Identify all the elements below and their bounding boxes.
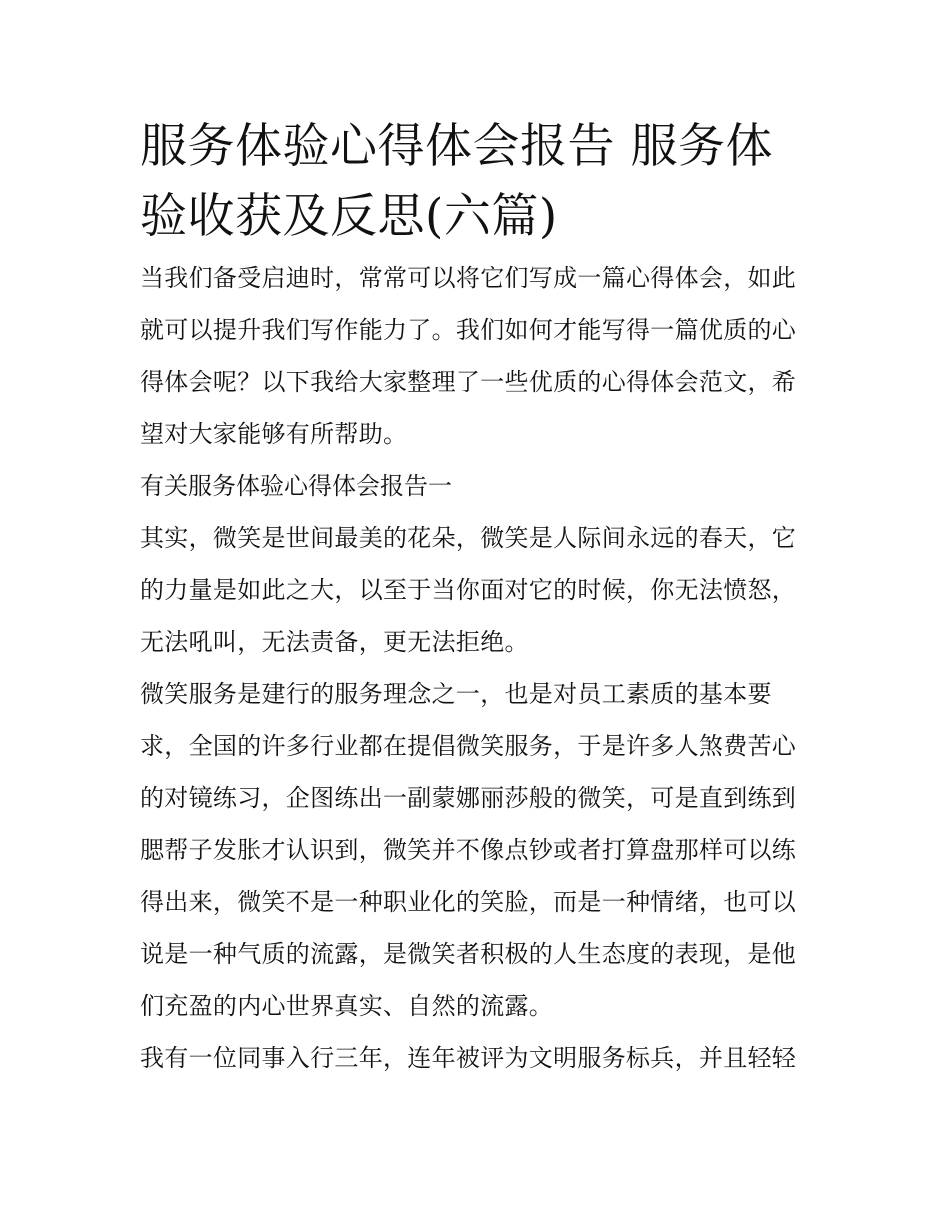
paragraph-3: 我有一位同事入行三年，连年被评为文明服务标兵，并且轻轻 (140, 1044, 797, 1072)
section-heading: 有关服务体验心得体会报告一 (140, 472, 452, 500)
paragraph-1: 其实，微笑是世间最美的花朵，微笑是人际间永远的春天，它的力量是如此之大，以至于当你面对它的时候，你无法愤怒，无法吼叫，无法责备，更无法拒绝。 (140, 524, 797, 656)
paragraph-2: 微笑服务是建行的服务理念之一，也是对员工素质的基本要求，全国的许多行业都在提倡微笑服务，于是许多人煞费苦心的对镜练习，企图练出一副蒙娜丽莎般的微笑，可是直到练到腮帮子发胀才认识到，微笑并不像点钞或者打算盘那样可以练得出来，微笑不是一种职业化的笑脸，而是一种情绪，也可以说是一种气质的流露，是微笑者积极的人生态度的表现，是他们充盈的内心世界真实、自然的流露。 (140, 680, 797, 1020)
document-title: 服务体验心得体会报告 服务体验收获及反思(六篇) (140, 119, 773, 244)
intro-paragraph: 当我们备受启迪时，常常可以将它们写成一篇心得体会，如此就可以提升我们写作能力了。我们如何才能写得一篇优质的心得体会呢？以下我给大家整理了一些优质的心得体会范文，希望对大家能够有所帮助。 (140, 264, 797, 448)
document-page (140, 112, 812, 1084)
